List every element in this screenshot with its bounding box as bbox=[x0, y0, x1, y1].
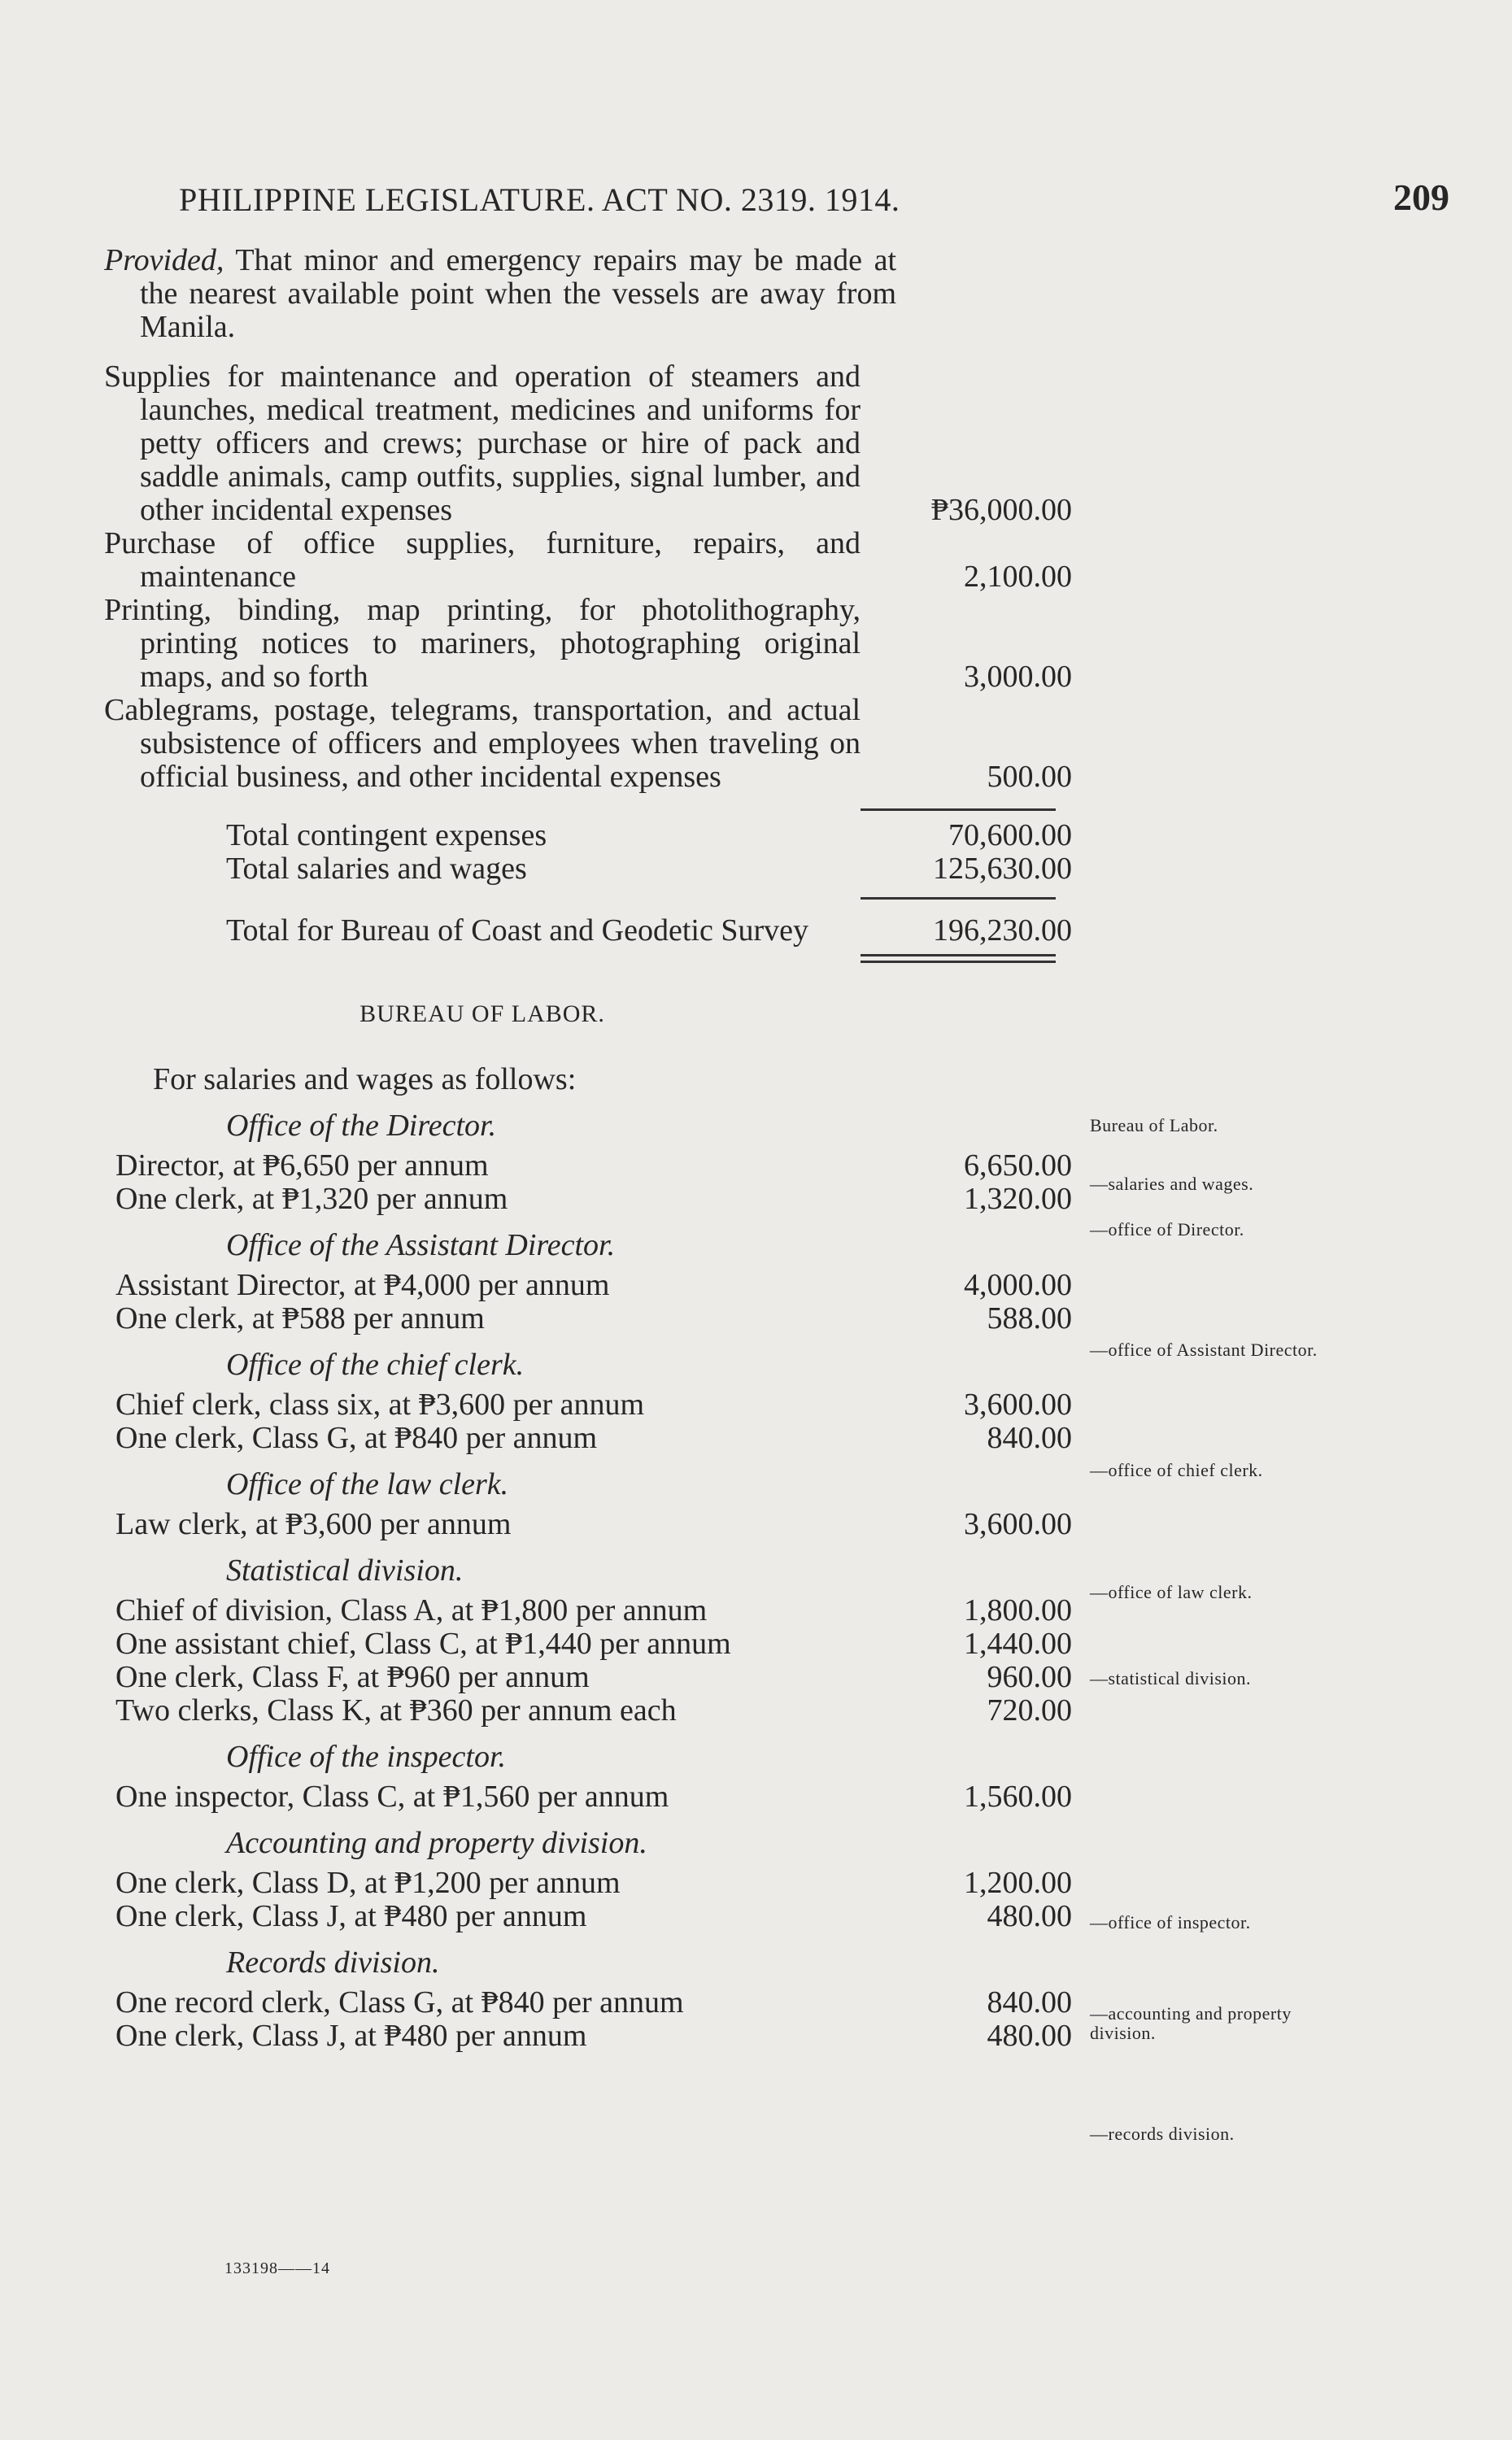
margin-note: —records division. bbox=[1090, 2124, 1235, 2144]
subsection-heading: Office of the Director. bbox=[226, 1109, 497, 1143]
margin-note: —office of chief clerk. bbox=[1090, 1460, 1263, 1480]
total-amount: 70,600.00 bbox=[948, 818, 1072, 852]
salary-row bbox=[104, 1422, 1080, 1455]
subsection-heading: Office of the law clerk. bbox=[226, 1467, 509, 1501]
proviso-text: That minor and emergency repairs may be made at the nearest available point when the vessels are away from Manila. bbox=[140, 243, 896, 344]
salary-description: Assistant Director, at ₱4,000 per annum bbox=[115, 1268, 610, 1302]
salary-amount: 1,320.00 bbox=[964, 1182, 1072, 1216]
total-row bbox=[104, 852, 1080, 886]
salary-amount: 1,440.00 bbox=[964, 1627, 1072, 1661]
salary-row bbox=[104, 1627, 1080, 1661]
double-rule bbox=[861, 954, 1056, 963]
contingent-item bbox=[104, 360, 1080, 527]
total-row bbox=[104, 819, 1080, 852]
salary-amount: 588.00 bbox=[987, 1301, 1072, 1335]
grand-total-row bbox=[104, 914, 1080, 948]
salary-row bbox=[104, 1269, 1080, 1302]
salary-description: One assistant chief, Class C, at ₱1,440 per annum bbox=[115, 1627, 731, 1661]
salary-row bbox=[104, 1867, 1080, 1900]
item-description: Purchase of office supplies, furniture, repairs, and maintenance bbox=[104, 526, 861, 594]
salary-amount: 480.00 bbox=[987, 2019, 1072, 2053]
printer-signature: 133198——14 bbox=[224, 2259, 330, 2277]
section-intro: For salaries and wages as follows: bbox=[153, 1062, 577, 1096]
salary-row bbox=[104, 1900, 1080, 1933]
margin-note: —office of law clerk. bbox=[1090, 1582, 1253, 1602]
salary-amount: 1,800.00 bbox=[964, 1593, 1072, 1627]
salary-row bbox=[104, 1388, 1080, 1422]
salary-description: One record clerk, Class G, at ₱840 per annum bbox=[115, 1985, 684, 2020]
subsection-heading: Office of the chief clerk. bbox=[226, 1348, 525, 1382]
salary-description: Two clerks, Class K, at ₱360 per annum each bbox=[115, 1693, 677, 1728]
salary-amount: 3,600.00 bbox=[964, 1388, 1072, 1422]
salary-row bbox=[104, 1508, 1080, 1541]
subsection-assistant-director bbox=[104, 1229, 1080, 1335]
salary-amount: 840.00 bbox=[987, 1985, 1072, 2020]
salary-amount: 960.00 bbox=[987, 1660, 1072, 1694]
salary-description: One inspector, Class C, at ₱1,560 per annum bbox=[115, 1780, 669, 1814]
salary-row bbox=[104, 1183, 1080, 1216]
item-amount: 500.00 bbox=[987, 760, 1072, 794]
item-amount: 2,100.00 bbox=[964, 560, 1072, 594]
item-description: Cablegrams, postage, telegrams, transportation, and actual subsistence of officers and employees when traveling on official business, and other incidental expenses bbox=[104, 693, 861, 794]
sum-rule bbox=[861, 897, 1056, 900]
salary-amount: 6,650.00 bbox=[964, 1148, 1072, 1183]
margin-note: —accounting and property division. bbox=[1090, 2003, 1292, 2043]
bureau-of-labor-section bbox=[104, 997, 1080, 2053]
item-amount: 3,000.00 bbox=[964, 660, 1072, 694]
salary-amount: 720.00 bbox=[987, 1693, 1072, 1728]
margin-note: —office of Assistant Director. bbox=[1090, 1340, 1318, 1360]
subsection-statistical bbox=[104, 1554, 1080, 1728]
salary-row bbox=[104, 1986, 1080, 2020]
margin-note: Bureau of Labor. bbox=[1090, 1115, 1218, 1135]
salary-description: One clerk, Class D, at ₱1,200 per annum bbox=[115, 1866, 621, 1900]
subsection-records bbox=[104, 1946, 1080, 2053]
contingent-item bbox=[104, 527, 1080, 594]
salary-description: One clerk, Class G, at ₱840 per annum bbox=[115, 1421, 598, 1455]
subsection-heading: Office of the Assistant Director. bbox=[226, 1228, 616, 1262]
salary-row bbox=[104, 1661, 1080, 1694]
subsection-law-clerk bbox=[104, 1468, 1080, 1541]
total-label: Total contingent expenses bbox=[226, 818, 547, 852]
subsection-accounting bbox=[104, 1827, 1080, 1933]
salary-amount: 840.00 bbox=[987, 1421, 1072, 1455]
contingent-expenses-list bbox=[104, 360, 1080, 794]
item-description: Supplies for maintenance and operation of steamers and launches, medical treatment, medicines and uniforms for petty officers and crews; purchase or hire of pack and saddle animals, camp outfits, supplies, signal lumber, and other incidental expenses bbox=[104, 359, 861, 527]
salary-description: One clerk, Class F, at ₱960 per annum bbox=[115, 1660, 590, 1694]
salary-row bbox=[104, 1594, 1080, 1627]
subsection-heading: Statistical division. bbox=[226, 1553, 464, 1588]
salary-description: Chief clerk, class six, at ₱3,600 per annum bbox=[115, 1388, 645, 1422]
salary-row bbox=[104, 1149, 1080, 1183]
item-amount: ₱36,000.00 bbox=[930, 493, 1072, 527]
subsection-director bbox=[104, 1109, 1080, 1216]
total-label: Total salaries and wages bbox=[226, 852, 527, 886]
contingent-item bbox=[104, 694, 1080, 794]
salary-amount: 1,560.00 bbox=[964, 1780, 1072, 1814]
salary-description: Law clerk, at ₱3,600 per annum bbox=[115, 1507, 512, 1541]
salary-amount: 1,200.00 bbox=[964, 1866, 1072, 1900]
contingent-item bbox=[104, 594, 1080, 694]
grand-total-label: Total for Bureau of Coast and Geodetic Survey bbox=[226, 913, 808, 948]
main-column bbox=[104, 244, 1080, 2053]
margin-note: —office of Director. bbox=[1090, 1219, 1244, 1240]
margin-note: —office of inspector. bbox=[1090, 1912, 1251, 1932]
grand-total-amount: 196,230.00 bbox=[933, 913, 1072, 948]
salary-description: One clerk, at ₱588 per annum bbox=[115, 1301, 485, 1335]
subsection-chief-clerk bbox=[104, 1349, 1080, 1455]
salary-description: One clerk, at ₱1,320 per annum bbox=[115, 1182, 508, 1216]
subsection-heading: Office of the inspector. bbox=[226, 1740, 507, 1774]
salary-description: Chief of division, Class A, at ₱1,800 per annum bbox=[115, 1593, 708, 1627]
salary-row bbox=[104, 1302, 1080, 1335]
salary-amount: 480.00 bbox=[987, 1899, 1072, 1933]
subsection-heading: Accounting and property division. bbox=[226, 1826, 647, 1860]
page-number: 209 bbox=[1393, 176, 1449, 218]
salary-description: One clerk, Class J, at ₱480 per annum bbox=[115, 1899, 587, 1933]
total-amount: 125,630.00 bbox=[933, 852, 1072, 886]
salary-amount: 3,600.00 bbox=[964, 1507, 1072, 1541]
salary-row bbox=[104, 1780, 1080, 1814]
salary-row bbox=[104, 1694, 1080, 1728]
subsection-inspector bbox=[104, 1741, 1080, 1814]
margin-note: —salaries and wages. bbox=[1090, 1174, 1254, 1194]
running-head: PHILIPPINE LEGISLATURE. ACT NO. 2319. 1914. bbox=[179, 181, 900, 218]
salary-description: Director, at ₱6,650 per annum bbox=[115, 1148, 489, 1183]
subsection-heading: Records division. bbox=[226, 1945, 440, 1980]
proviso-paragraph bbox=[104, 244, 896, 344]
sum-rule bbox=[861, 808, 1056, 811]
salary-amount: 4,000.00 bbox=[964, 1268, 1072, 1302]
salary-description: One clerk, Class J, at ₱480 per annum bbox=[115, 2019, 587, 2053]
salary-row bbox=[104, 2020, 1080, 2053]
item-description: Printing, binding, map printing, for photolithography, printing notices to mariners, photographing original maps, and so forth bbox=[104, 593, 861, 694]
margin-note: —statistical division. bbox=[1090, 1668, 1251, 1688]
proviso-lead: Provided, bbox=[104, 243, 224, 277]
section-title: BUREAU OF LABOR. bbox=[359, 1000, 605, 1027]
